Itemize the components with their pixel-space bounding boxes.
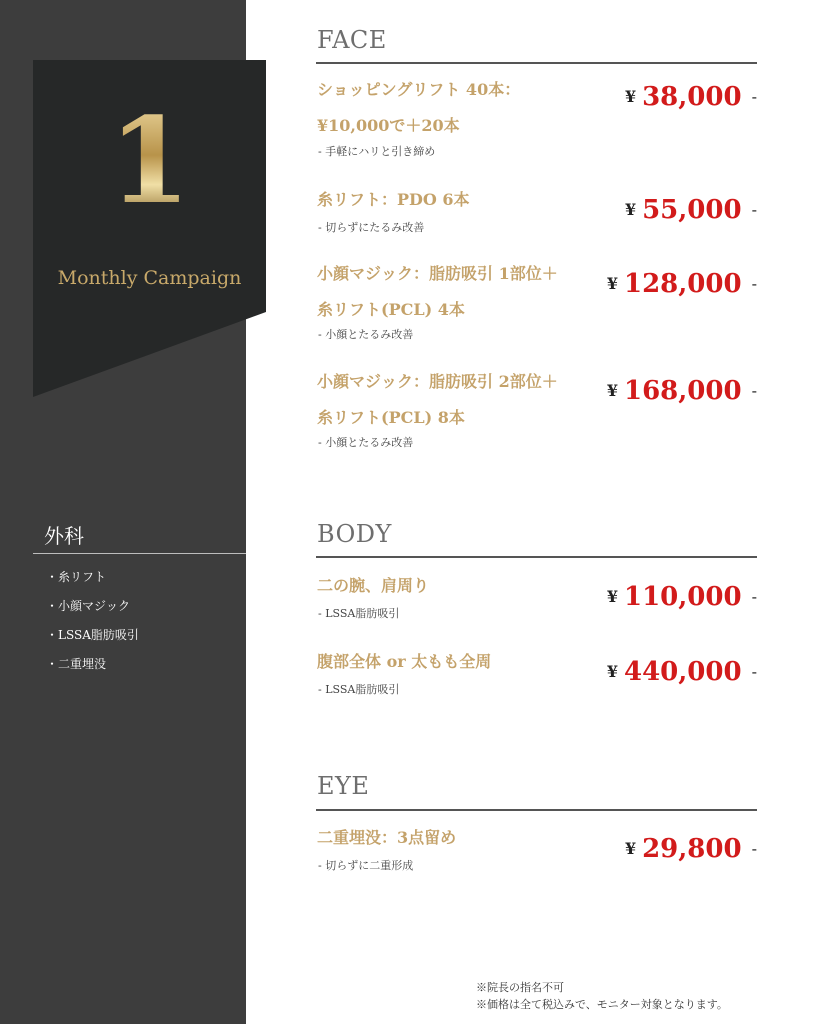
campaign-banner bbox=[33, 60, 266, 397]
menu-item-description: - 小顔とたるみ改善 bbox=[318, 328, 414, 341]
price-dash: - bbox=[751, 274, 757, 293]
price-dash: - bbox=[751, 839, 757, 858]
price-value: 29,800 bbox=[642, 834, 742, 864]
menu-item-name bbox=[317, 364, 558, 436]
menu-item-description: - LSSA脂肪吸引 bbox=[318, 683, 400, 696]
menu-item-name-line: 小顔マジック：脂肪吸引 2部位＋ bbox=[317, 372, 558, 391]
section-title-eye: EYE bbox=[317, 772, 370, 800]
section-title-face: FACE bbox=[317, 26, 387, 54]
menu-item-name-line: 二の腕、肩周り bbox=[317, 576, 430, 595]
menu-item-price bbox=[625, 195, 757, 225]
category-item: ・小顔マジック bbox=[46, 599, 131, 613]
price-dash: - bbox=[751, 587, 757, 606]
menu-item-name-line: 腹部全体 or 太もも全周 bbox=[317, 652, 492, 671]
menu-item-description: - 小顔とたるみ改善 bbox=[318, 436, 414, 449]
menu-item-name-line: 小顔マジック：脂肪吸引 1部位＋ bbox=[317, 264, 558, 283]
menu-item-name bbox=[317, 644, 491, 680]
category-item: ・二重埋没 bbox=[46, 657, 107, 671]
price-value: 168,000 bbox=[623, 376, 742, 406]
category-list bbox=[46, 567, 139, 683]
menu-item-name bbox=[317, 568, 429, 604]
menu-item-name-line: 糸リフト：PDO 6本 bbox=[317, 190, 470, 209]
menu-item-description: - 手軽にハリと引き締め bbox=[318, 145, 436, 158]
menu-item-name-line: ショッピングリフト 40本： bbox=[317, 80, 521, 99]
menu-item-description: - LSSA脂肪吸引 bbox=[318, 607, 400, 620]
price-value: 55,000 bbox=[642, 195, 742, 225]
menu-item-price bbox=[625, 82, 757, 112]
menu-item-name-line: 糸リフト(PCL) 8本 bbox=[317, 408, 465, 427]
menu-item-name-line: ¥10,000で＋20本 bbox=[317, 116, 460, 135]
category-title: 外科 bbox=[44, 524, 84, 548]
yen-symbol: ¥ bbox=[606, 587, 618, 606]
menu-item-description: - 切らずに二重形成 bbox=[318, 859, 414, 872]
price-dash: - bbox=[751, 381, 757, 400]
yen-symbol: ¥ bbox=[624, 839, 637, 858]
menu-item-price bbox=[607, 657, 757, 687]
price-value: 38,000 bbox=[642, 82, 742, 112]
menu-item-description: - 切らずにたるみ改善 bbox=[318, 221, 425, 234]
price-value: 128,000 bbox=[623, 269, 742, 299]
section-divider bbox=[316, 809, 757, 811]
menu-item-price bbox=[625, 834, 757, 864]
menu-item-name bbox=[317, 182, 470, 218]
price-value: 110,000 bbox=[623, 582, 742, 612]
menu-item-name bbox=[317, 256, 558, 328]
section-divider bbox=[316, 62, 757, 64]
category-item: ・糸リフト bbox=[46, 570, 107, 584]
section-divider bbox=[316, 556, 757, 558]
campaign-number: 1 bbox=[33, 102, 266, 220]
menu-item-name-line: 二重埋没：3点留め bbox=[317, 828, 457, 847]
footnotes bbox=[476, 979, 728, 1013]
menu-item-price bbox=[607, 376, 757, 406]
price-dash: - bbox=[751, 87, 757, 106]
menu-item-name bbox=[317, 72, 520, 144]
yen-symbol: ¥ bbox=[606, 381, 618, 400]
category-item: ・LSSA脂肪吸引 bbox=[46, 628, 139, 642]
yen-symbol: ¥ bbox=[624, 200, 637, 219]
campaign-label: Monthly Campaign bbox=[57, 267, 242, 289]
price-value: 440,000 bbox=[623, 657, 742, 687]
price-dash: - bbox=[751, 662, 757, 681]
menu-item-price bbox=[607, 582, 757, 612]
category-divider bbox=[33, 553, 246, 554]
yen-symbol: ¥ bbox=[606, 662, 618, 681]
yen-symbol: ¥ bbox=[624, 87, 637, 106]
section-title-body: BODY bbox=[317, 520, 392, 548]
menu-item-price bbox=[607, 269, 757, 299]
menu-item-name-line: 糸リフト(PCL) 4本 bbox=[317, 300, 465, 319]
menu-item-name bbox=[317, 820, 456, 856]
footnote: ※価格は全て税込みで、モニター対象となります。 bbox=[476, 998, 728, 1011]
yen-symbol: ¥ bbox=[606, 274, 618, 293]
price-dash: - bbox=[751, 200, 757, 219]
sidebar bbox=[0, 0, 246, 1024]
footnote: ※院長の指名不可 bbox=[476, 981, 564, 994]
